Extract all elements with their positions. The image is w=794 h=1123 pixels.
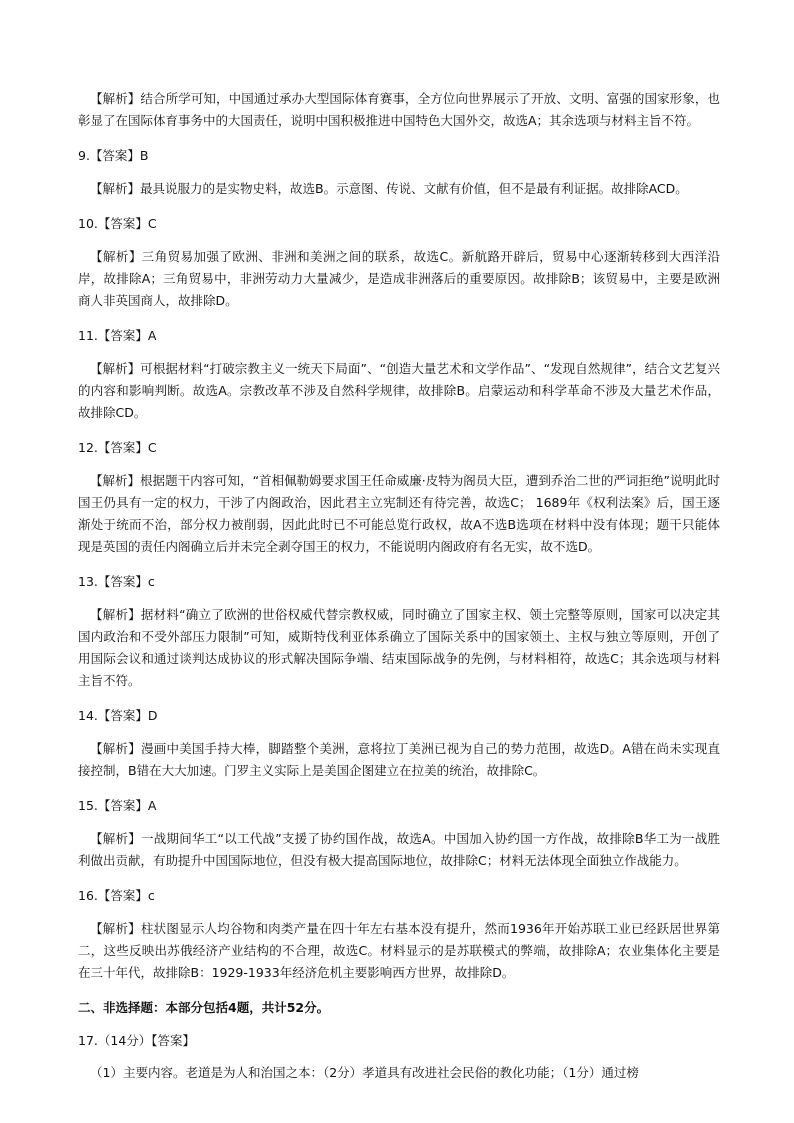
answer-q13: 13.【答案】c bbox=[78, 574, 155, 589]
analysis-q16: 【解析】柱状图显示人均谷物和肉类产量在四十年左右基本没有提升，然而1936年开始苏联工业已经跃居世界第二，这些反映出苏俄经济产业结构的不合理，故选C。材料显示的是苏联模式的弊端，故排除A；农业集体化主要是在三十年代，故排除B：1929-1933年经济危机主要影响西方世界，故排除D。 bbox=[78, 921, 720, 980]
answer-q16: 16.【答案】c bbox=[78, 888, 155, 903]
analysis-q10: 【解析】三角贸易加强了欧洲、非洲和美洲之间的联系，故选C。新航路开辟后，贸易中心逐渐转移到大西洋沿岸，故排除A；三角贸易中，非洲劳动力大量减少，是造成非洲落后的重要原因。故排除B；该贸易中，主要是欧洲商人非英国商人，故排除D。 bbox=[78, 249, 720, 308]
analysis-q11: 【解析】可根据材料“打破宗教主义一统天下局面”、“创造大量艺术和文学作品”、“发现自然规律”，结合文艺复兴的内容和影响判断。故选A。宗教改革不涉及自然科学规律，故排除B。启蒙运动和科学革命不涉及大量艺术作品，故排除CD。 bbox=[78, 361, 720, 420]
analysis-q15: 【解析】一战期间华工“以工代战”支援了协约国作战，故选A。中国加入协约国一方作战，故排除B华工为一战胜利做出贡献，有助提升中国国际地位，但没有极大提高国际地位，故排除C；材料无法体现全面独立作战能力。 bbox=[78, 831, 720, 868]
answer-q9: 9.【答案】B bbox=[78, 148, 149, 163]
answer-q10: 10.【答案】C bbox=[78, 216, 157, 231]
analysis-q13: 【解析】据材料“确立了欧洲的世俗权威代替宗教权威，同时确立了国家主权、领土完整等原则，国家可以决定其国内政治和不受外部压力限制”可知，威斯特伐利亚体系确立了国际关系中的国家领土、主权与独立等原则，开创了用国际会议和通过谈判达成协议的形式解决国际争端、结束国际战争的先例，与材料相符，故选C；其余选项与材料主旨不符。 bbox=[78, 607, 720, 688]
analysis-q9: 【解析】最具说服力的是实物史料，故选B。示意图、传说、文献有价值，但不是最有利证据。故排除ACD。 bbox=[90, 181, 688, 196]
answer-q14: 14.【答案】D bbox=[78, 708, 158, 723]
answer-content bbox=[78, 88, 720, 1084]
q17-part1-text: （1）主要内容。老道是为人和治国之本：（2分）孝道具有改进社会民俗的教化功能；（1分）通过榜 bbox=[90, 1065, 639, 1080]
analysis-q12: 【解析】根据题干内容可知，“首相佩勒姆要求国王任命威廉·皮特为阁员大臣，遭到乔治二世的严词拒绝”说明此时国王仍具有一定的权力，干涉了内阁政治，因此君主立宪制还有待完善，故选C； 1689年《权利法案》后，国王逐渐处于统而不治，部分权力被削弱，因此此时已不可能总览行政权，故A不选B选项在材料中没有体现；题干只能体现是英国的责任内阁确立后并未完全剥夺国王的权力，不能说明内阁政府有名无实，故不选D。 bbox=[78, 473, 720, 554]
section-heading: 二、非选择题：本部分包括4题，共计52分。 bbox=[78, 1000, 330, 1015]
analysis-q8: 【解析】结合所学可知，中国通过承办大型国际体育赛事，全方位向世界展示了开放、文明、富强的国家形象，也彰显了在国际体育事务中的大国责任，说明中国积极推进中国特色大国外交，故选A；其余选项与材料主旨不符。 bbox=[78, 91, 720, 128]
answer-q11: 11.【答案】A bbox=[78, 328, 157, 343]
answer-q12: 12.【答案】C bbox=[78, 440, 157, 455]
answer-q15: 15.【答案】A bbox=[78, 798, 157, 813]
answer-q17: 17.（14分）【答案】 bbox=[78, 1033, 196, 1048]
analysis-q14: 【解析】漫画中美国手持大棒，脚踏整个美洲，意将拉丁美洲已视为自己的势力范围，故选D。A错在尚未实现直接控制，B错在大大加速。门罗主义实际上是美国企图建立在拉美的统治，故排除C。 bbox=[78, 741, 720, 778]
